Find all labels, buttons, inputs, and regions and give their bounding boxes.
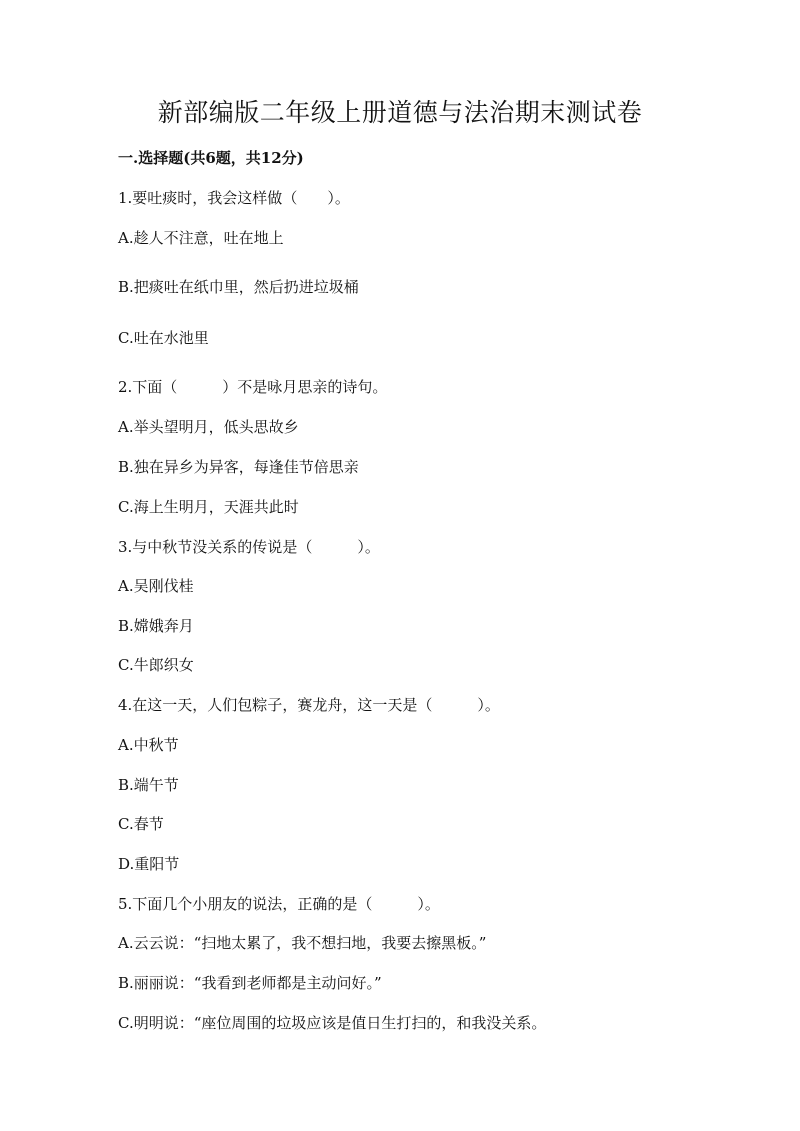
question-1-option-b: B.把痰吐在纸巾里，然后扔进垃圾桶: [118, 278, 359, 296]
question-5-option-a: A.云云说：“扫地太累了，我不想扫地，我要去擦黑板。”: [118, 934, 487, 952]
question-2-option-c: C.海上生明月，天涯共此时: [118, 498, 299, 516]
question-3-option-b: B.嫦娥奔月: [118, 617, 194, 635]
question-5-stem: 5.下面几个小朋友的说法，正确的是（ ）。: [118, 895, 440, 913]
question-4-option-a: A.中秋节: [118, 736, 179, 754]
question-4-option-b: B.端午节: [118, 776, 179, 794]
question-3-option-c: C.牛郎织女: [118, 656, 194, 674]
question-3-stem: 3.与中秋节没关系的传说是（ ）。: [118, 538, 380, 556]
question-2-stem: 2.下面（ ）不是咏月思亲的诗句。: [118, 378, 388, 396]
question-4-option-d: D.重阳节: [118, 855, 180, 873]
question-4-stem: 4.在这一天，人们包粽子，赛龙舟，这一天是（ ）。: [118, 696, 500, 714]
question-4-option-c: C.春节: [118, 815, 164, 833]
question-1-option-a: A.趁人不注意，吐在地上: [118, 229, 284, 247]
page-title: 新部编版二年级上册道德与法治期末测试卷: [157, 98, 643, 127]
section-heading: 一.选择题(共6题，共12分): [118, 149, 304, 167]
question-3-option-a: A.吴刚伐桂: [118, 577, 194, 595]
question-1-option-c: C.吐在水池里: [118, 329, 209, 347]
question-2-option-b: B.独在异乡为异客，每逢佳节倍思亲: [118, 458, 359, 476]
question-2-option-a: A.举头望明月，低头思故乡: [118, 418, 299, 436]
question-1-stem: 1.要吐痰时，我会这样做（ ）。: [118, 189, 350, 207]
question-5-option-c: C.明明说：“座位周围的垃圾应该是值日生打扫的，和我没关系。: [118, 1014, 547, 1032]
question-5-option-b: B.丽丽说：“我看到老师都是主动问好。”: [118, 974, 382, 992]
